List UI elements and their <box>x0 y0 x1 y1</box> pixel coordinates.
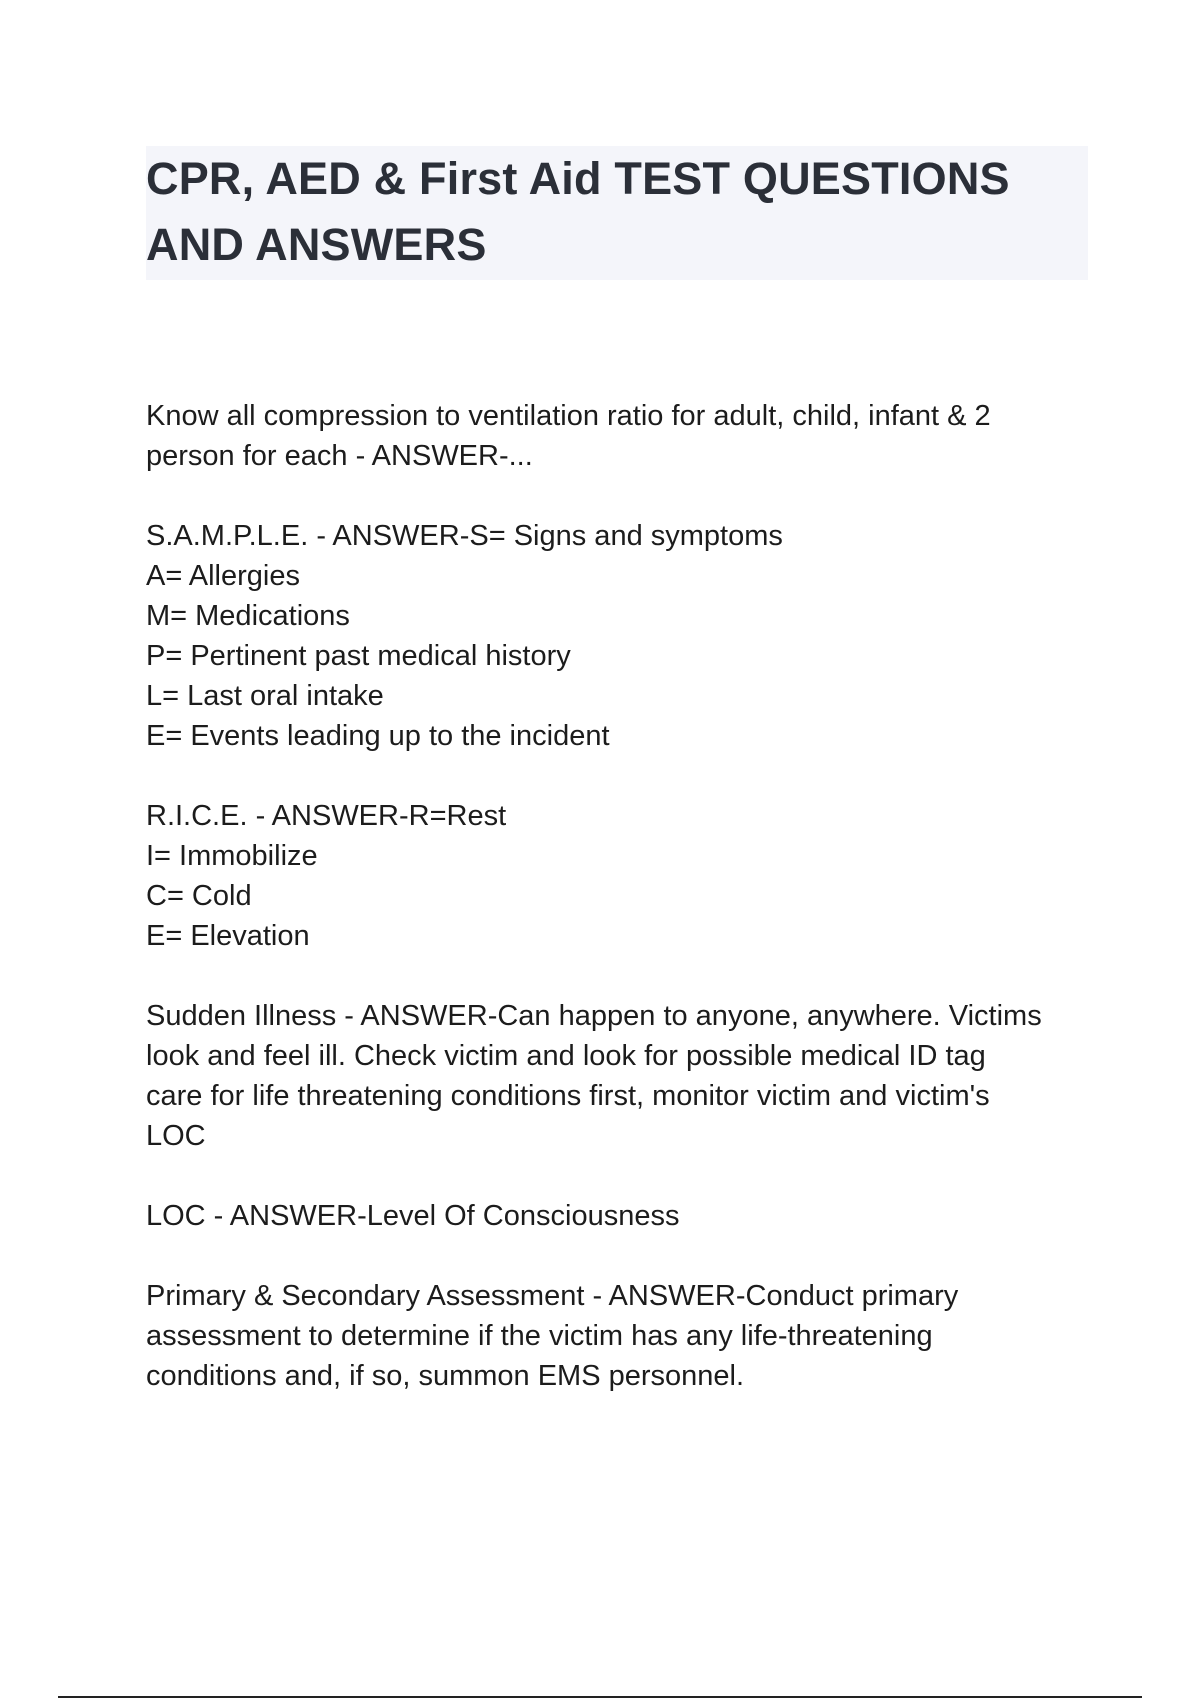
qa-line: R.I.C.E. - ANSWER-R=Rest <box>146 800 507 832</box>
qa-entry-rice <box>146 796 1106 956</box>
document-title <box>146 146 1088 278</box>
qa-list <box>146 396 1106 1436</box>
title-banner <box>146 146 1088 280</box>
qa-line: L= Last oral intake <box>146 680 384 712</box>
qa-line: E= Events leading up to the incident <box>146 720 610 752</box>
qa-line: Know all compression to ventilation ratio for adult, child, infant & 2 <box>146 400 991 432</box>
qa-line: person for each - ANSWER-... <box>146 440 533 472</box>
qa-line: P= Pertinent past medical history <box>146 640 571 672</box>
title-line: CPR, AED & First Aid TEST QUESTIONS <box>146 153 1010 204</box>
qa-line: Sudden Illness - ANSWER-Can happen to anyone, anywhere. Victims <box>146 1000 1042 1032</box>
qa-line: assessment to determine if the victim has any life-threatening <box>146 1320 933 1352</box>
qa-entry-compression-ratio <box>146 396 1106 476</box>
qa-line: care for life threatening conditions first, monitor victim and victim's <box>146 1080 990 1112</box>
qa-line: LOC <box>146 1120 206 1152</box>
title-line: AND ANSWERS <box>146 219 487 270</box>
qa-line: E= Elevation <box>146 920 310 952</box>
qa-line: conditions and, if so, summon EMS personnel. <box>146 1360 745 1392</box>
qa-line: A= Allergies <box>146 560 300 592</box>
qa-entry-loc <box>146 1196 1106 1236</box>
qa-line: Primary & Secondary Assessment - ANSWER-Conduct primary <box>146 1280 959 1312</box>
qa-line: S.A.M.P.L.E. - ANSWER-S= Signs and symptoms <box>146 520 783 552</box>
qa-entry-assessment <box>146 1276 1106 1396</box>
qa-entry-sudden-illness <box>146 996 1106 1156</box>
qa-entry-sample <box>146 516 1106 756</box>
qa-line: M= Medications <box>146 600 350 632</box>
footer-divider <box>58 1696 1142 1698</box>
qa-line: C= Cold <box>146 880 252 912</box>
qa-line: look and feel ill. Check victim and look for possible medical ID tag <box>146 1040 986 1072</box>
qa-line: I= Immobilize <box>146 840 318 872</box>
qa-line: LOC - ANSWER-Level Of Consciousness <box>146 1200 680 1232</box>
